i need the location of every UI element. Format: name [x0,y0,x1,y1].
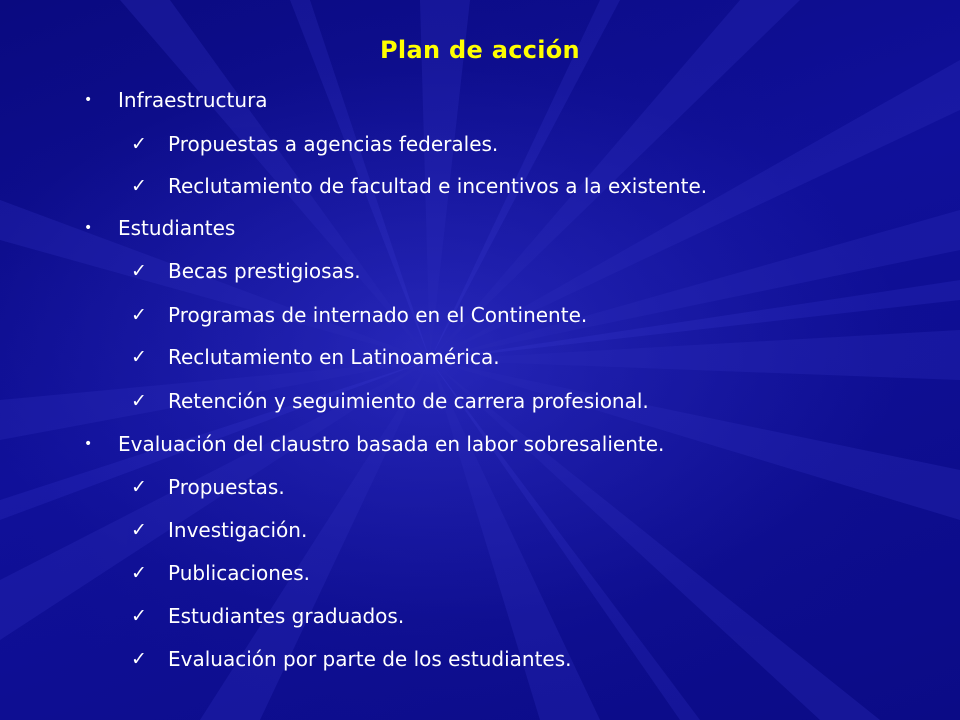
checkmark-icon: ✓ [131,648,147,670]
checkmark-icon: ✓ [131,175,147,197]
checkmark-icon: ✓ [131,605,147,627]
bullet-icon: • [84,436,93,452]
list-item-text: Reclutamiento de facultad e incentivos a la existente. [168,174,708,198]
checkmark-icon: ✓ [131,133,147,155]
checkmark-icon: ✓ [131,562,147,584]
checkmark-icon: ✓ [131,476,147,498]
slide-title: Plan de acción [380,36,580,64]
list-item-text: Propuestas. [168,475,285,499]
list-item-text: Programas de internado en el Continente. [168,303,588,327]
checkmark-icon: ✓ [131,346,147,368]
bullet-icon: • [84,220,93,236]
list-item-text: Investigación. [168,518,308,542]
list-item-text: Reclutamiento en Latinoamérica. [168,345,500,369]
bullet-icon: • [84,92,93,108]
list-item-text: Infraestructura [118,88,268,112]
list-item-text: Evaluación por parte de los estudiantes. [168,647,572,671]
list-item-text: Estudiantes graduados. [168,604,405,628]
list-item-text: Estudiantes [118,216,236,240]
checkmark-icon: ✓ [131,390,147,412]
checkmark-icon: ✓ [131,304,147,326]
list-item-text: Propuestas a agencias federales. [168,132,499,156]
list-item-text: Becas prestigiosas. [168,259,361,283]
list-item-text: Publicaciones. [168,561,310,585]
checkmark-icon: ✓ [131,519,147,541]
list-item-text: Retención y seguimiento de carrera profesional. [168,389,649,413]
list-item-text: Evaluación del claustro basada en labor sobresaliente. [118,432,665,456]
checkmark-icon: ✓ [131,260,147,282]
